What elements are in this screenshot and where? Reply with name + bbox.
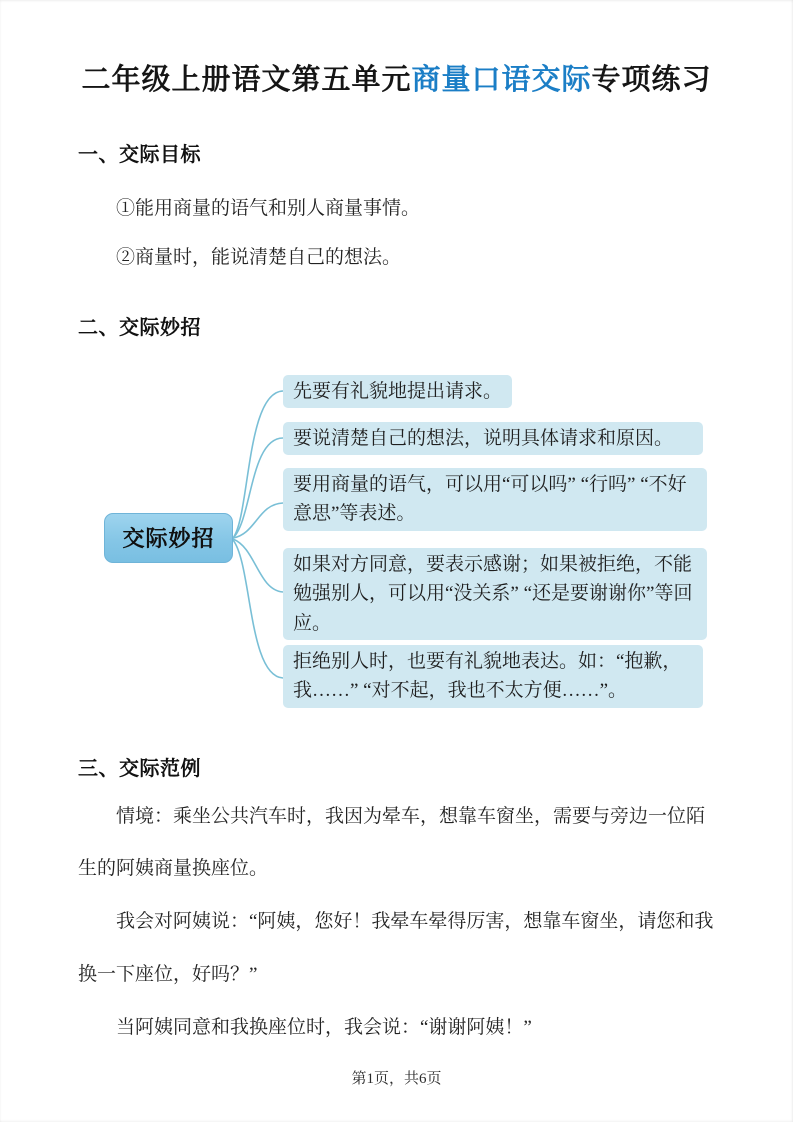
example-paragraph-situation: 情境：乘坐公共汽车时，我因为晕车，想靠车窗坐，需要与旁边一位陌生的阿姨商量换座位。 — [78, 805, 706, 880]
section-heading-goals: 一、交际目标 — [78, 144, 201, 167]
page-title-part1: 二年级上册语文第五单元 — [81, 64, 412, 96]
mindmap-branch: 要说清楚自己的想法，说明具体请求和原因。 — [283, 422, 703, 455]
mindmap-branch: 要用商量的语气，可以用“可以吗” “行吗” “不好意思”等表述。 — [283, 468, 707, 531]
goal-item-2: ②商量时，能说清楚自己的想法。 — [116, 246, 402, 268]
page-footer: 第1页，共6页 — [351, 1071, 442, 1087]
mindmap-branch: 如果对方同意，要表示感谢；如果被拒绝，不能勉强别人，可以用“没关系” “还是要谢谢你”等回应。 — [283, 548, 707, 640]
example-paragraph-request: 我会对阿姨说：“阿姨，您好！我晕车晕得厉害，想靠车窗坐，请您和我换一下座位，好吗？” — [78, 911, 714, 986]
mindmap-branch: 拒绝别人时，也要有礼貌地表达。如：“抱歉，我……” “对不起，我也不太方便……”。 — [283, 645, 703, 708]
page-title-part3: 专项练习 — [591, 64, 712, 96]
section-heading-tips: 二、交际妙招 — [78, 316, 201, 339]
mindmap — [0, 358, 793, 730]
page-title-accent: 商量口语交际 — [411, 64, 592, 96]
example-block — [78, 791, 715, 1055]
section-heading-example: 三、交际范例 — [78, 757, 201, 780]
mindmap-center-node: 交际妙招 — [104, 513, 233, 563]
example-paragraph-thanks: 当阿姨同意和我换座位时，我会说：“谢谢阿姨！” — [116, 1016, 532, 1038]
goal-item-1: ①能用商量的语气和别人商量事情。 — [116, 198, 421, 220]
mindmap-branch: 先要有礼貌地提出请求。 — [283, 375, 512, 408]
page-title — [78, 0, 715, 98]
